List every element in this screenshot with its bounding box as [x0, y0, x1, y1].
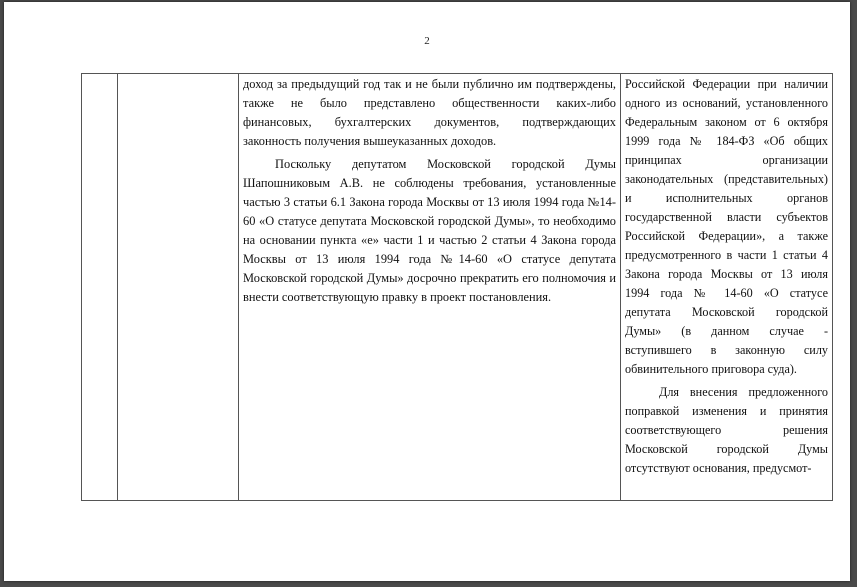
conclusion-paragraph-2: Для внесения предложенного поправкой изменения и принятия соответствующего решения Московской городской Думы отсутствуют основания, предусмот- [625, 385, 828, 475]
page-number: 2 [424, 35, 430, 47]
table-cell-amendment-text [239, 74, 621, 500]
table-cell-number [82, 74, 118, 500]
table-cell-conclusion [621, 74, 832, 500]
amendment-paragraph-2: Поскольку депутатом Московской городской Думы Шапошниковым А.В. не соблюдены требования, установленные частью 3 статьи 6.1 Закона города Москвы от 13 июля 1994 года №14-60 «О статусе депутата Московской городской Думы», то необходимо на основании пункта «е» части 1 и частью 2 статьи 4 Закона города Москвы от 13 июля 1994 года №14-60 «О статусе депутата Московской городской Думы» досрочно прекратить его полномочия и внести соответствующую правку в проект постановления. [243, 157, 616, 304]
amendment-paragraph-1: доход за предыдущий год так и не были публично им подтверждены, также не было представлено общественности каких-либо финансовых, бухгалтерских документов, подтверждающих законность получения вышеуказанных доходов. [243, 77, 616, 148]
table-cell-author [118, 74, 239, 500]
document-page [4, 2, 850, 581]
conclusion-paragraph-1: Российской Федерации при наличии одного из оснований, установленного Федеральным законом от 6 октября 1999 года № 184-ФЗ «Об общих принципах организации законодательных (представительных) и исполнительных органов государственной власти субъектов Российской Федерации», а также предусмотренного в части 1 статьи 4 Закона города Москвы от 13 июля 1994 года № 14-60 «О статусе депутата Московской городской Думы» (в данном случае - вступившего в законную силу обвинительного приговора суда). [625, 77, 828, 376]
amendments-table [81, 73, 833, 501]
